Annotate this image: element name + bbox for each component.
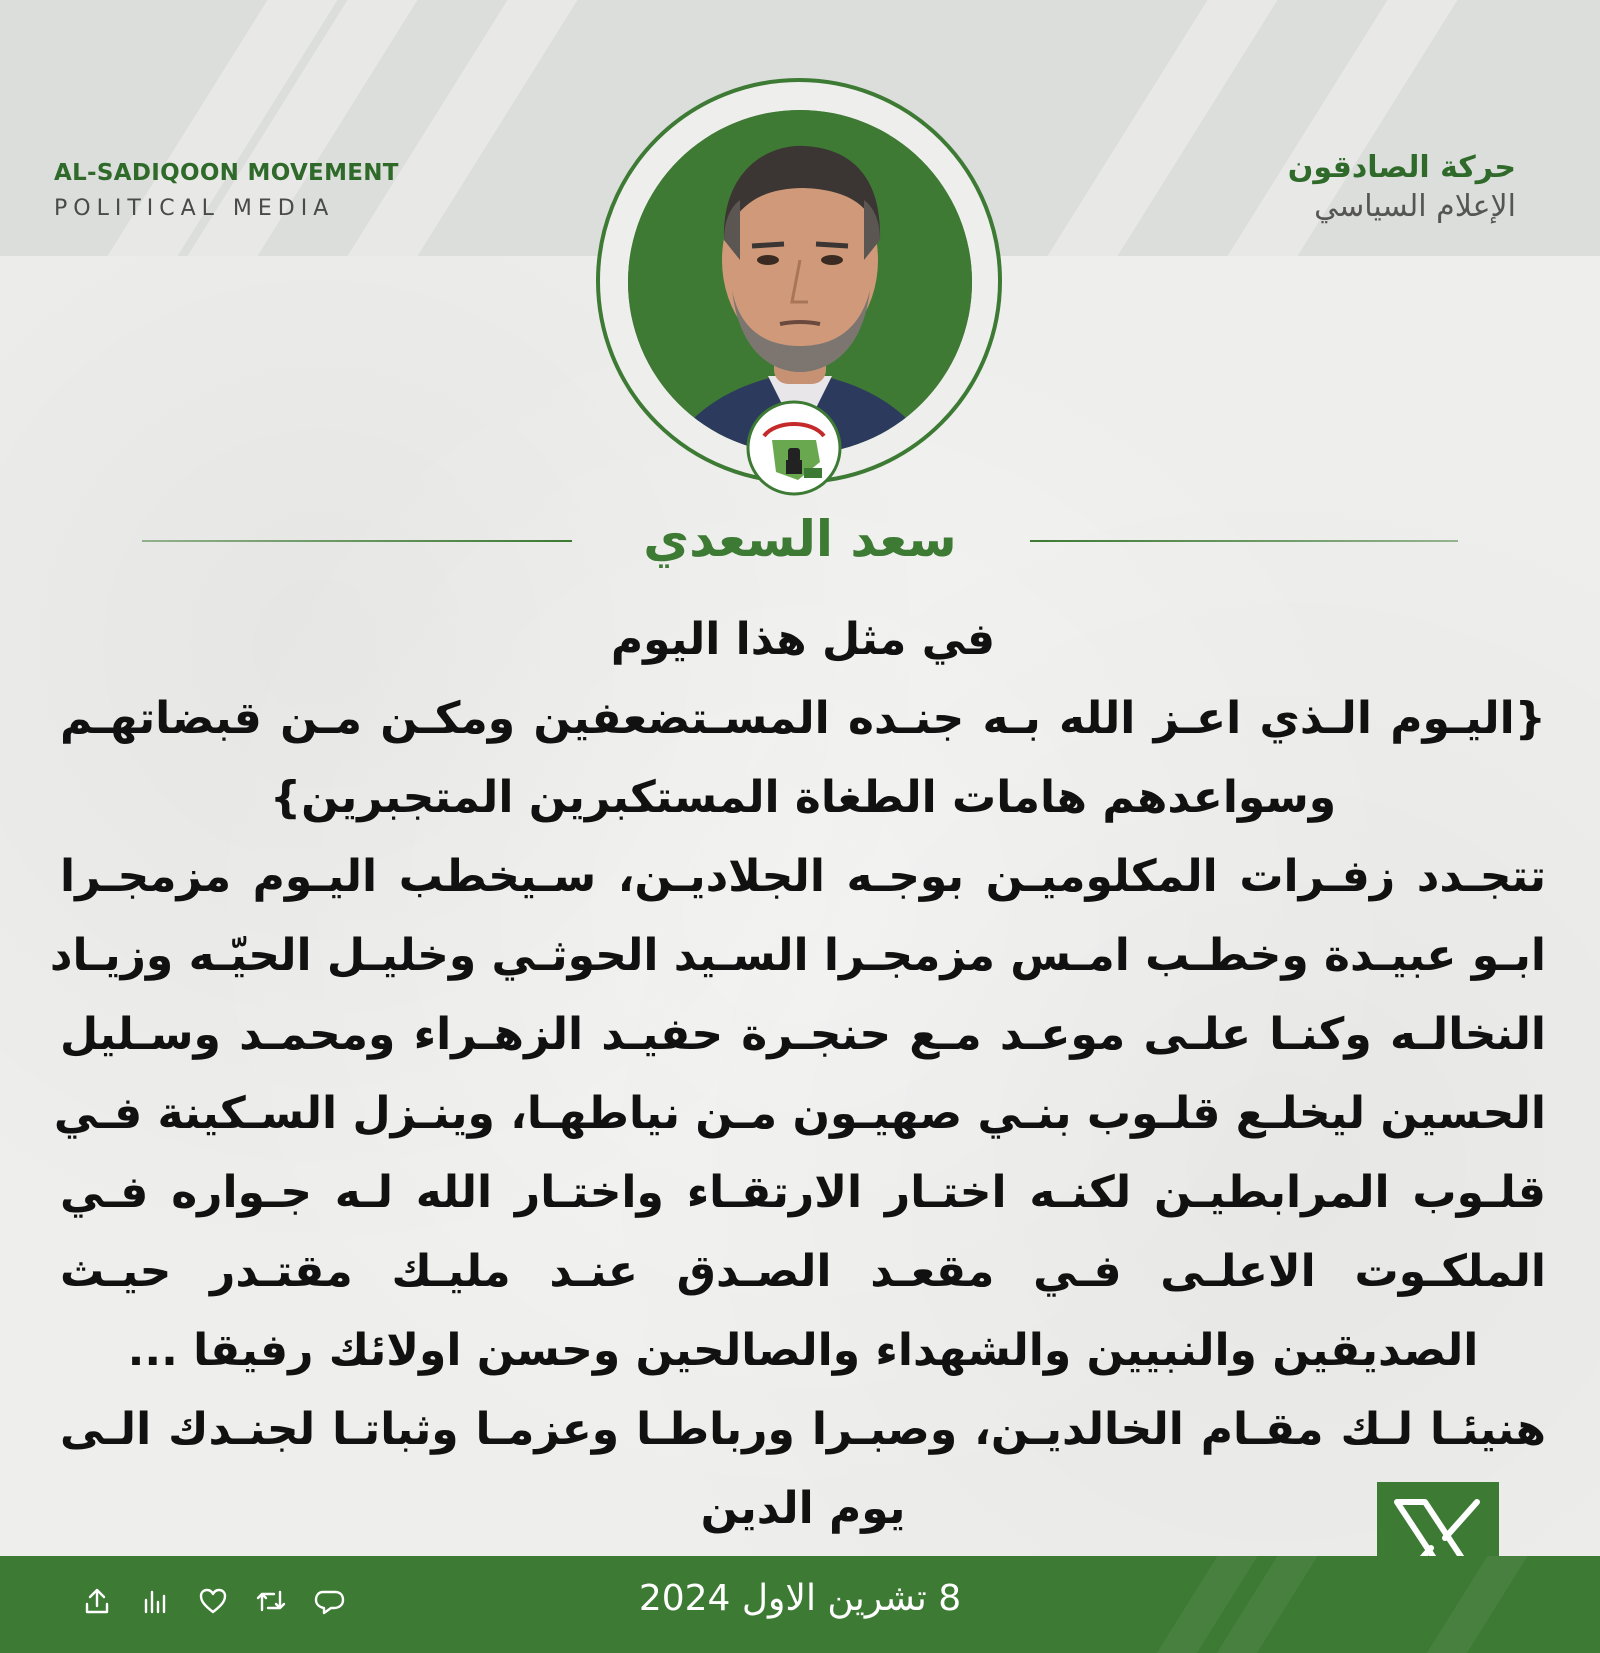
post-line: {اليـوم الـذي اعـز الله بـه جنـده المسـتضعفين ومكـن مـن قبضاتهـم	[60, 693, 1546, 744]
emblem-icon	[746, 400, 842, 496]
post-line: هنيئـا لـك مقـام الخالديـن، وصبـرا ورباطـا وعزمـا وثباتـا لجنـدك الـى	[60, 1404, 1546, 1455]
stats-icon[interactable]	[138, 1584, 172, 1618]
share-icon[interactable]	[80, 1584, 114, 1618]
post-date: 8 تشرين الاول 2024	[638, 1578, 962, 1619]
post-line: وسواعدهم هامات الطغاة المستكبرين المتجبرين}	[269, 772, 1337, 823]
name-row	[0, 508, 1600, 578]
post-line: في مثل هذا اليوم	[610, 614, 996, 665]
post-line: النخالـه وكنـا علـى موعـد مـع حنجـرة حفيـد الزهـراء ومحمـد وسـليل	[60, 1009, 1546, 1060]
brand-arabic	[1288, 150, 1516, 224]
post-line: يوم الدين	[700, 1483, 906, 1534]
post-line: ابـو عبيـدة وخطـب امـس مزمجـرا السـيد الحوثـي وخليـل الحيّـه وزيـاد	[49, 930, 1546, 981]
brand-ar-subtitle: الإعلام السياسي	[1314, 189, 1516, 224]
reply-icon[interactable]	[312, 1584, 346, 1618]
person-name: سعد السعدي	[643, 510, 957, 568]
retweet-icon[interactable]	[254, 1584, 288, 1618]
post-line: تتجـدد زفـرات المكلوميـن بوجـه الجلاديـن، سـيخطب اليـوم مزمجـرا	[60, 851, 1546, 902]
footer-bar	[0, 1556, 1600, 1653]
post-line: الحسين ليخلـع قلـوب بنـي صهيـون مـن نياطهـا، وينـزل السـكينة فـي	[53, 1088, 1546, 1139]
brand-ar-title: حركة الصادقون	[1287, 150, 1516, 185]
post-line: قلـوب المرابطيـن لكنـه اختـار الارتقـاء واختـار الله لـه جـواره فـي	[60, 1167, 1546, 1218]
brand-en-subtitle: POLITICAL MEDIA	[54, 196, 335, 221]
brand-en-title: AL-SADIQOON MOVEMENT	[54, 160, 399, 186]
post-body	[49, 600, 1546, 1548]
post-actions	[80, 1584, 346, 1618]
heart-icon[interactable]	[196, 1584, 230, 1618]
post-line: الصديقين والنبيين والشهداء والصالحين وحسن اولائك رفيقا ...	[127, 1325, 1479, 1376]
party-emblem	[746, 400, 842, 496]
brand-english	[54, 160, 399, 221]
post-line: الملكـوت الاعلـى فـي مقعـد الصـدق عنـد مليـك مقتـدر حيـث	[60, 1246, 1546, 1297]
